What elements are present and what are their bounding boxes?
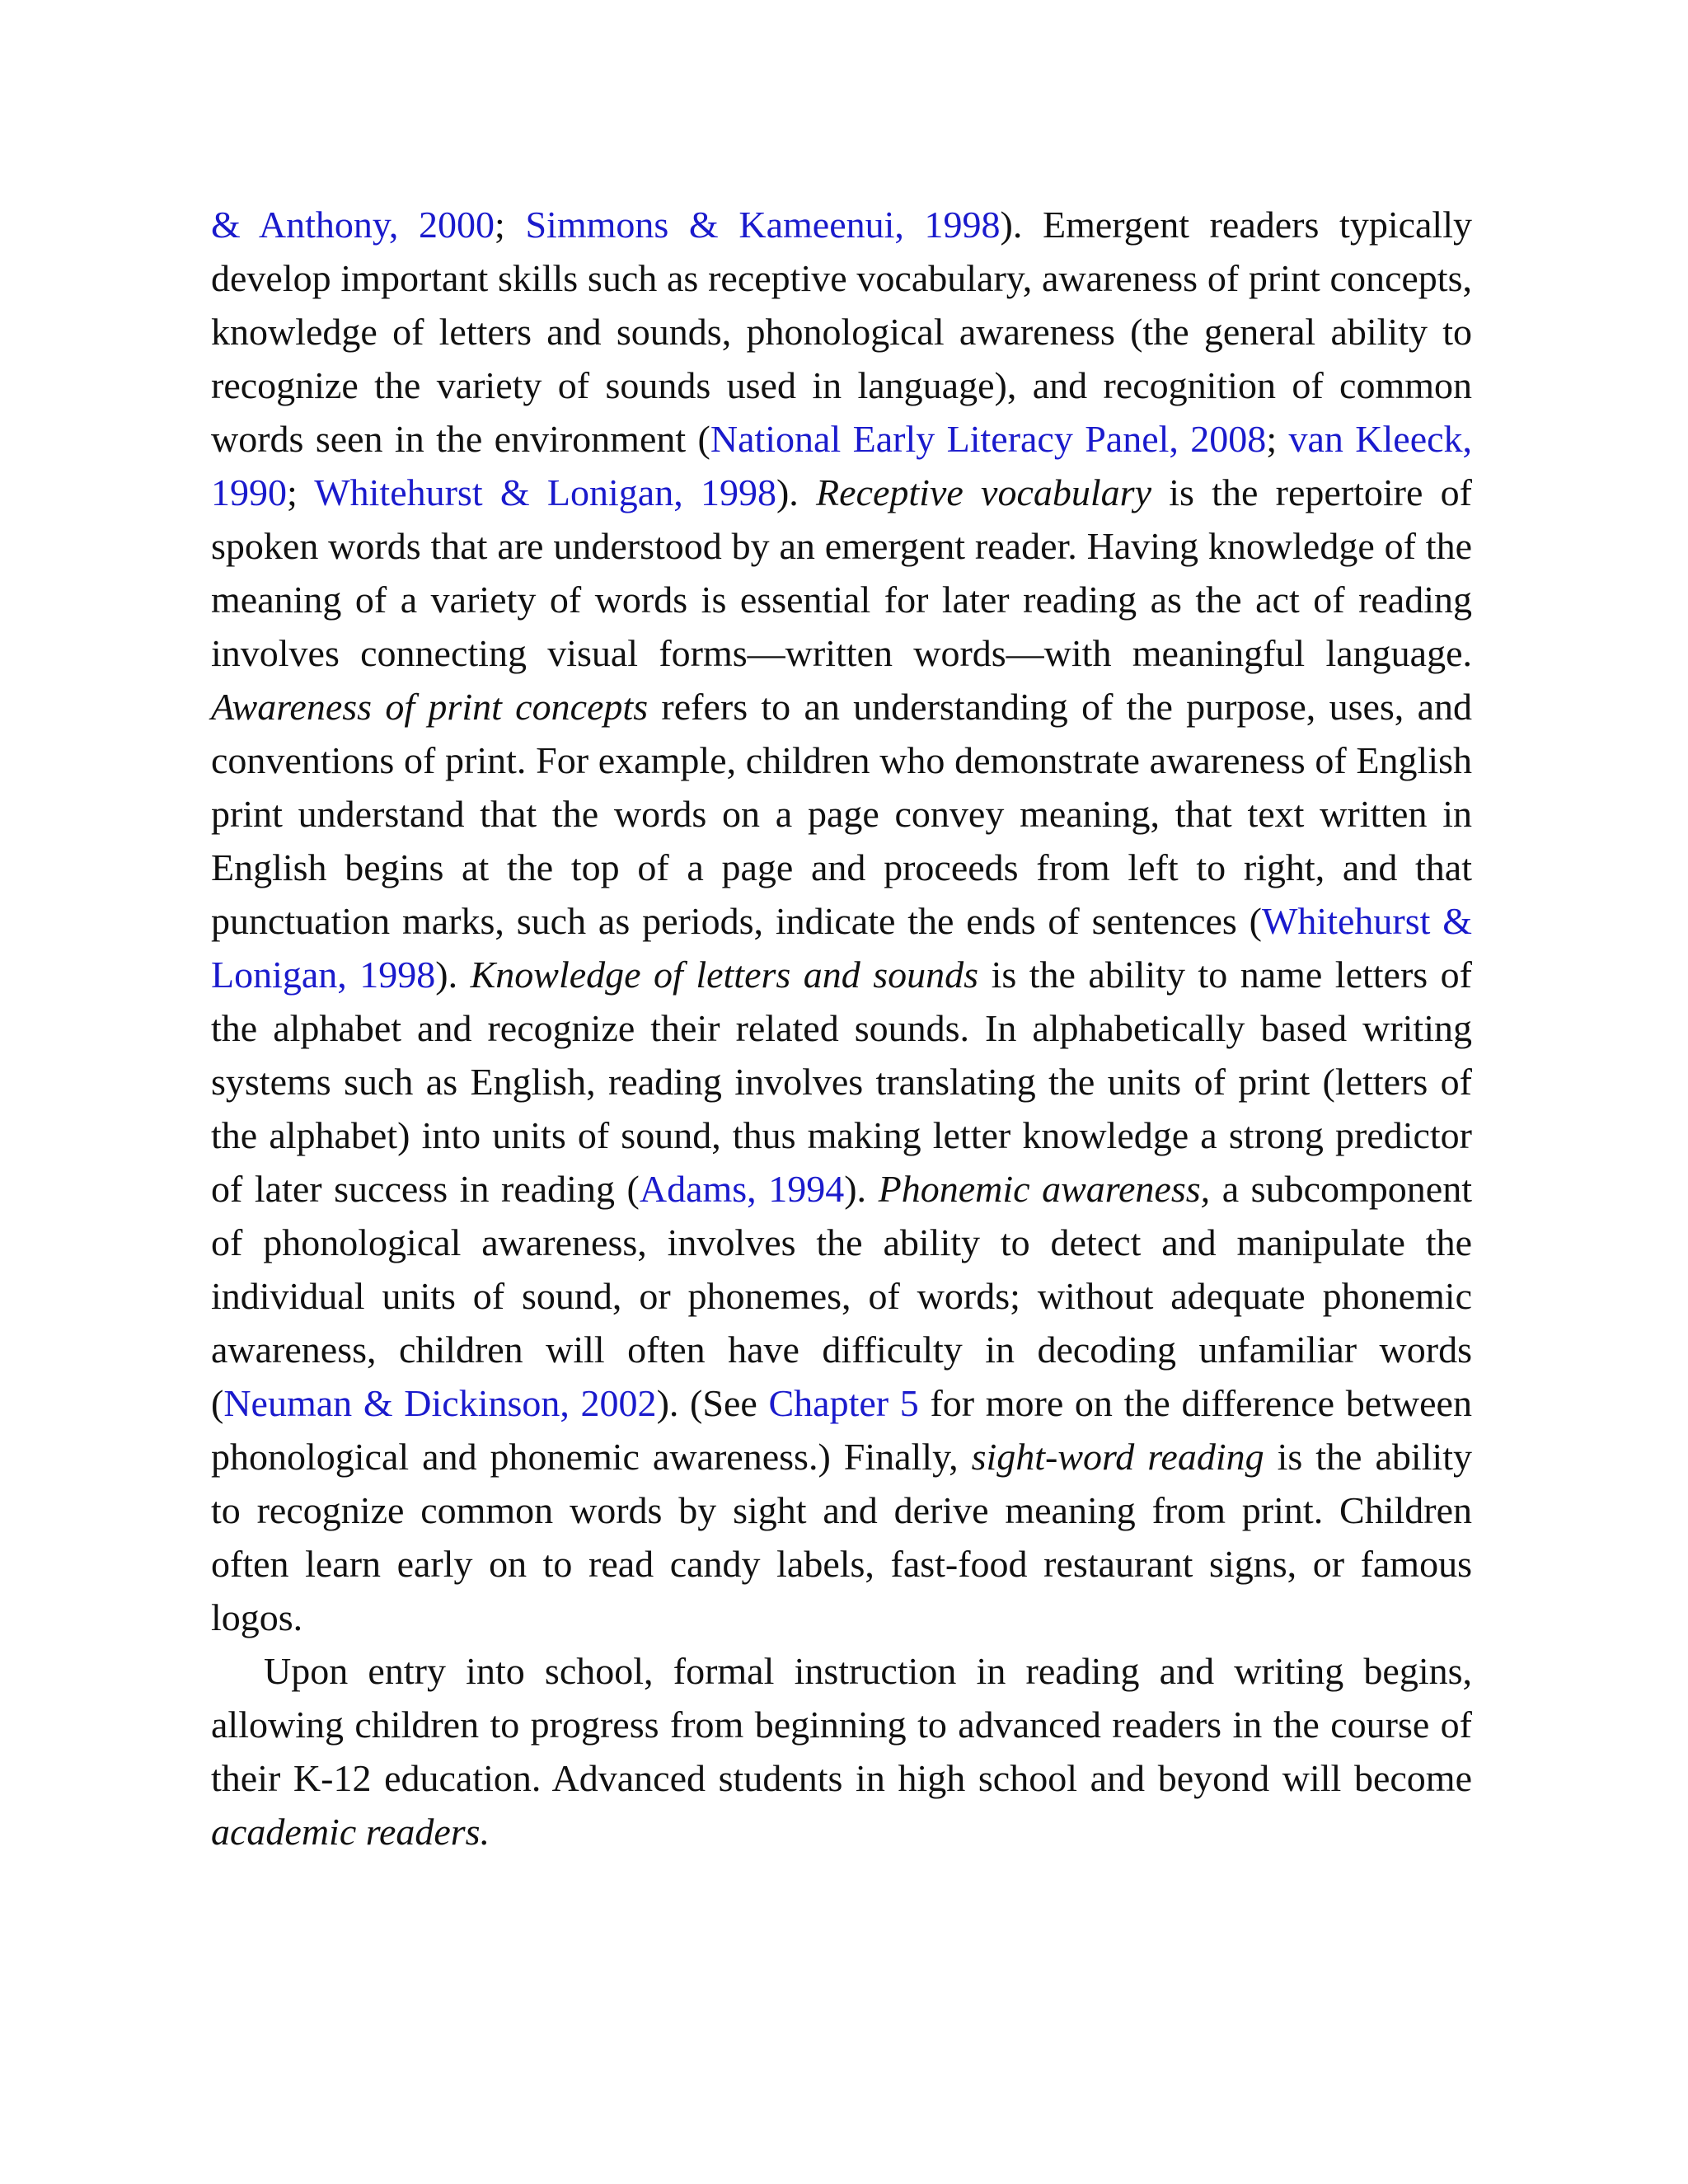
citation-whitehurst-lonigan-1998[interactable]: Whitehurst & Lonigan, 1998: [314, 471, 776, 513]
body-text: ;: [287, 471, 315, 513]
term-receptive-vocabulary: Receptive vocabulary: [816, 471, 1151, 513]
body-text: is the ability to recognize common words by sight and derive meaning from print. Children often learn early on to read candy labels, fast-food restaurant signs, or famous logos.: [211, 1436, 1472, 1638]
citation-whitehurst-lonigan-1998-second[interactable]: Whitehurst & Lonigan, 1998: [211, 900, 1472, 996]
paragraph-school-entry: [211, 1644, 1472, 1858]
term-sight-word-reading: sight-word reading: [971, 1436, 1264, 1478]
body-text: a subcomponent of phonological awareness, involves the ability to detect and manipulate the individual units of sound, or phonemes, of words; without adequate phonemic awareness, children will often have difficulty in decoding unfamiliar words (: [211, 1168, 1472, 1424]
body-text: refers to an understanding of the purpose, uses, and conventions of print. For example, children who demonstrate awareness of English print understand that the words on a page convey meaning, that text written in English begins at the top of a page and proceeds from left to right, and that punctuation marks, such as periods, indicate the ends of sentences (: [211, 686, 1473, 942]
term-knowledge-of-letters-and-sounds: Knowledge of letters and sounds: [470, 954, 979, 996]
body-text: ;: [1266, 418, 1289, 460]
body-text: ;: [495, 204, 526, 246]
link-chapter-5[interactable]: Chapter 5: [768, 1382, 919, 1424]
term-phonemic-awareness: Phonemic awareness,: [878, 1168, 1211, 1210]
citation-national-early-literacy-panel-2008[interactable]: National Early Literacy Panel, 2008: [710, 418, 1267, 460]
citation-anthony-2000[interactable]: & Anthony, 2000: [211, 204, 495, 246]
citation-van-kleeck-1990[interactable]: van Kleeck, 1990: [211, 418, 1473, 513]
body-text: ).: [844, 1168, 879, 1210]
paragraph-emergent-readers: [211, 198, 1472, 1644]
body-text: ). Emergent readers typically develop important skills such as receptive vocabulary, awareness of print concepts, knowledge of letters and sounds, phonological awareness (the general ability to recognize the variety of sounds used in language), and recognition of common words seen in the environment (: [211, 204, 1472, 460]
citation-neuman-dickinson-2002[interactable]: Neuman & Dickinson, 2002: [223, 1382, 657, 1424]
document-page: [211, 198, 1472, 1858]
body-text: ).: [435, 954, 471, 996]
term-academic-readers: academic readers.: [211, 1811, 490, 1853]
body-text: is the ability to name letters of the alphabet and recognize their related sounds. In alphabetically based writing systems such as English, reading involves translating the units of print (letters of the alphabet) into units of sound, thus making letter knowledge a strong predictor of later success in reading (: [211, 954, 1472, 1210]
body-text: ).: [776, 471, 817, 513]
citation-simmons-kameenui-1998[interactable]: Simmons & Kameenui, 1998: [525, 204, 1001, 246]
body-text: Upon entry into school, formal instruction in reading and writing begins, allowing children to progress from beginning to advanced readers in the course of their K-12 education. Advanced students in high school and beyond will become: [211, 1650, 1472, 1799]
body-text: for more on the difference between phonological and phonemic awareness.) Finally,: [211, 1382, 1472, 1478]
body-text: is the repertoire of spoken words that are understood by an emergent reader. Having knowledge of the meaning of a variety of words is essential for later reading as the act of reading involves connecting visual forms—written words—with meaningful language.: [211, 471, 1472, 674]
term-awareness-of-print-concepts: Awareness of print concepts: [211, 686, 649, 728]
body-text: ). (See: [656, 1382, 769, 1424]
citation-adams-1994[interactable]: Adams, 1994: [639, 1168, 845, 1210]
